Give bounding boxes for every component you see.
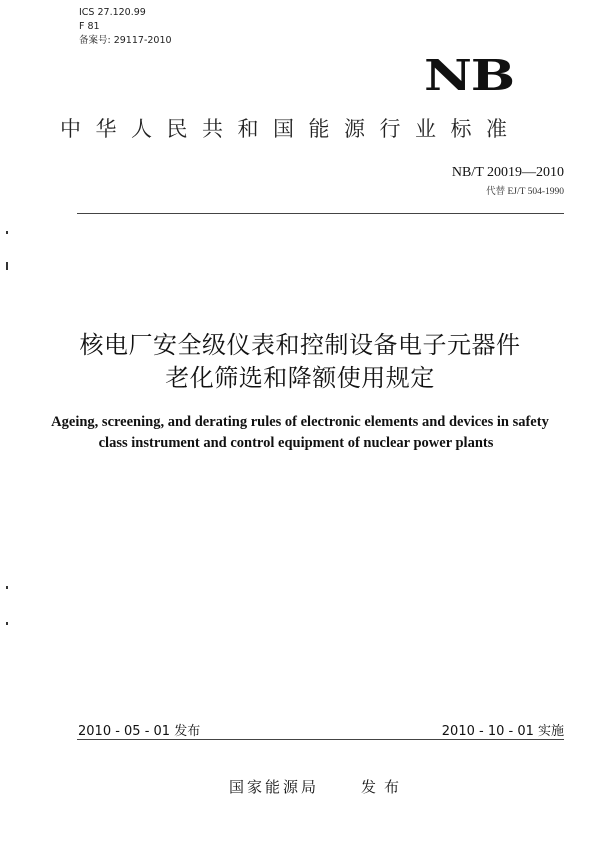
margin-mark bbox=[6, 262, 8, 270]
standard-number: NB/T 20019—2010 bbox=[451, 165, 564, 180]
classification-code: F 81 bbox=[79, 21, 100, 32]
record-number: 备案号: 29117-2010 bbox=[79, 35, 172, 46]
chinese-title-line-1: 核电厂安全级仪表和控制设备电子元器件 bbox=[79, 331, 521, 359]
standard-body-title: 中华人民共和国能源行业标准 bbox=[60, 117, 522, 141]
nb-logo: NB bbox=[424, 51, 514, 100]
issue-action: 发布 bbox=[361, 778, 408, 796]
margin-mark bbox=[6, 586, 8, 589]
issue-date: 2010 - 05 - 01 发布 bbox=[78, 724, 201, 739]
english-title-line-2: class instrument and control equipment of nuclear power plants bbox=[98, 435, 494, 451]
ics-code: ICS 27.120.99 bbox=[79, 7, 146, 18]
chinese-title-line-2: 老化筛选和降额使用规定 bbox=[165, 364, 435, 392]
header-divider bbox=[77, 213, 564, 214]
margin-mark bbox=[6, 622, 8, 625]
footer-divider bbox=[77, 739, 564, 740]
issuing-authority: 国家能源局 bbox=[229, 778, 320, 796]
english-title-line-1: Ageing, screening, and derating rules of electronic elements and devices in safety bbox=[51, 414, 549, 430]
implementation-date: 2010 - 10 - 01 实施 bbox=[441, 724, 564, 739]
margin-mark bbox=[6, 231, 8, 234]
replaces-standard: 代替 EJ/T 504-1990 bbox=[486, 187, 564, 197]
